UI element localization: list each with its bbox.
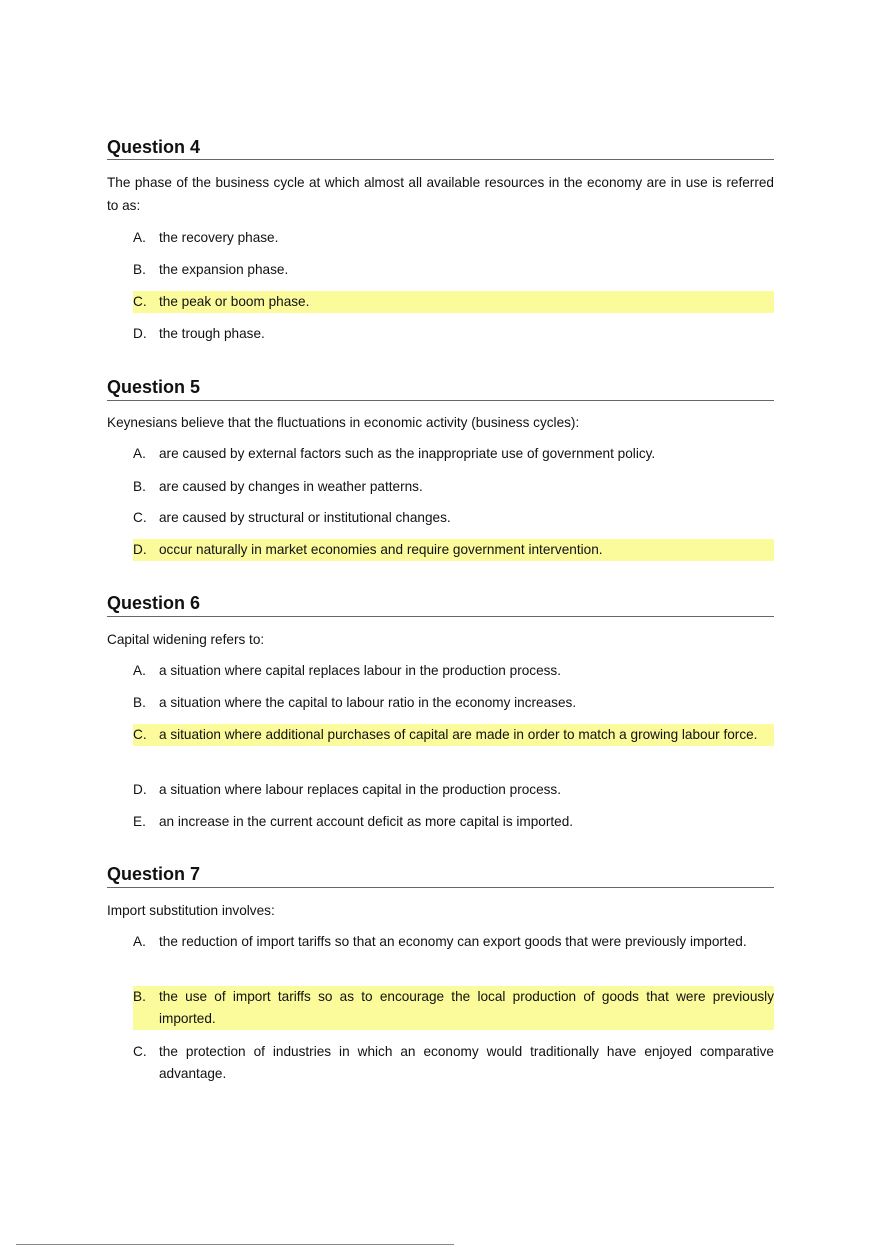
option-letter: B. <box>133 479 146 494</box>
answer-option <box>133 227 774 249</box>
option-letter: D. <box>133 326 147 341</box>
answer-option <box>133 779 774 801</box>
option-text: are caused by structural or institutional changes. <box>159 510 451 525</box>
answer-option <box>133 811 774 833</box>
answer-option-highlighted <box>133 291 774 313</box>
answer-option <box>133 931 774 953</box>
question-stem: The phase of the business cycle at which almost all available resources in the economy are in use is referred to as: <box>107 175 774 213</box>
option-letter: B. <box>133 262 146 277</box>
answer-option-highlighted <box>133 539 774 561</box>
answer-option <box>133 259 774 281</box>
question-title: Question 7 <box>107 864 201 884</box>
option-text: a situation where the capital to labour ratio in the economy increases. <box>159 695 577 710</box>
question-title: Question 6 <box>107 593 201 613</box>
option-letter: C. <box>133 1044 147 1059</box>
heading-rule <box>107 159 774 160</box>
question-stem: Capital widening refers to: <box>107 632 265 647</box>
option-text: the reduction of import tariffs so that an economy can export goods that were previously imported. <box>159 934 747 949</box>
answer-option-highlighted <box>133 986 774 1030</box>
option-text: a situation where additional purchases of capital are made in order to match a growing labour force. <box>159 727 758 742</box>
answer-option-highlighted <box>133 724 774 746</box>
option-text: are caused by changes in weather patterns. <box>159 479 423 494</box>
question-title: Question 4 <box>107 137 201 157</box>
option-text: the expansion phase. <box>159 262 289 277</box>
option-letter: D. <box>133 542 147 557</box>
question-title: Question 5 <box>107 377 201 397</box>
option-text: the protection of industries in which an economy would traditionally have enjoyed comparative advantage. <box>159 1044 774 1081</box>
option-letter: B. <box>133 695 146 710</box>
option-letter: C. <box>133 727 147 742</box>
option-text: the peak or boom phase. <box>159 294 310 309</box>
footer-rule <box>16 1244 454 1245</box>
option-letter: A. <box>133 446 146 461</box>
option-letter: A. <box>133 663 146 678</box>
answer-option <box>133 323 774 345</box>
option-letter: C. <box>133 510 147 525</box>
answer-option <box>133 692 774 714</box>
option-letter: D. <box>133 782 147 797</box>
option-letter: A. <box>133 230 146 245</box>
option-text: a situation where capital replaces labour in the production process. <box>159 663 562 678</box>
option-text: the recovery phase. <box>159 230 279 245</box>
answer-option <box>133 476 774 498</box>
option-letter: E. <box>133 814 146 829</box>
option-text: the use of import tariffs so as to encourage the local production of goods that were previously imported. <box>159 989 774 1026</box>
option-letter: B. <box>133 989 146 1004</box>
question-stem: Keynesians believe that the fluctuations in economic activity (business cycles): <box>107 415 580 430</box>
option-text: the trough phase. <box>159 326 265 341</box>
answer-option <box>133 660 774 682</box>
answer-option <box>133 1041 774 1085</box>
option-letter: A. <box>133 934 146 949</box>
heading-rule <box>107 887 774 888</box>
option-text: a situation where labour replaces capital in the production process. <box>159 782 562 797</box>
option-text: an increase in the current account deficit as more capital is imported. <box>159 814 574 829</box>
option-text: are caused by external factors such as the inappropriate use of government policy. <box>159 446 656 461</box>
heading-rule <box>107 400 774 401</box>
question-stem: Import substitution involves: <box>107 903 275 918</box>
answer-option <box>133 443 774 465</box>
heading-rule <box>107 616 774 617</box>
option-letter: C. <box>133 294 147 309</box>
option-text: occur naturally in market economies and require government intervention. <box>159 542 603 557</box>
answer-option <box>133 507 774 529</box>
